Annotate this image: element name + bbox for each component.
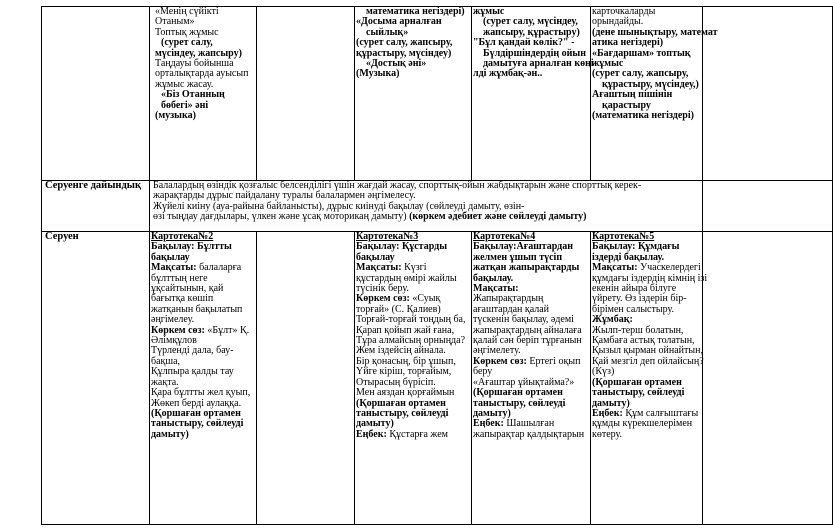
text-line: құстардың өмірі жайлы <box>356 272 457 284</box>
text-line: Жем іздейсің айнала. <box>356 345 446 357</box>
text-line: Еңбек: Құстарға жем <box>356 428 448 440</box>
text-line: Тұра алмайсың орныңда? <box>356 335 466 347</box>
text-line: Қай мезгіл деп ойлайсың? <box>592 355 704 367</box>
row-label-walk: Серуен <box>45 231 79 242</box>
text-line: бақылау <box>356 251 395 263</box>
text-line: Бүлдіршіндердің ойын <box>483 47 586 59</box>
schedule-table <box>41 6 833 525</box>
text-line: Картотека№4 <box>473 231 536 242</box>
text-line: желмен ұшып түсіп <box>473 251 563 263</box>
text-line: (Қоршаған ортамен <box>151 407 241 419</box>
text-line: Үйге кіріш, торғайым, <box>356 366 452 378</box>
text-line: Таңдауы бойынша <box>155 58 234 70</box>
text-line: сыйлық» <box>366 26 409 38</box>
text-line: Көркем сөз: Ертегі оқып <box>473 355 581 367</box>
text-line: дамыту) <box>356 418 394 430</box>
text-line: (Қоршаған ортамен <box>592 376 682 388</box>
text-line: Бақылау: Құмдағы <box>592 241 680 253</box>
text-line: орталықтарда ауысып <box>155 68 249 80</box>
text-line: жапсыру, құрастыру) <box>483 26 580 38</box>
text-line: Қызыл қырман ойнайтын, <box>592 345 703 357</box>
text-line: жапырақтар қалдықтарын <box>473 428 585 440</box>
text-line: жатқанын бақылатып <box>151 303 243 315</box>
text-line: Балалардың өзіндік қозғалыс белсенділігі үшін жағдай жасау, спорттық-ойын жабдықтарын және спорттық керек- <box>153 180 642 191</box>
text-line: (Қоршаған ортамен <box>473 387 563 399</box>
text-line: Мақсаты: Учаскелердегі <box>592 262 701 274</box>
text-line: атика негіздері) <box>592 37 664 49</box>
text-line: Картотека№5 <box>592 231 655 242</box>
text-line: таныстыру, сөйлеуді <box>151 418 244 430</box>
text-line: жұмыс жасау. <box>155 78 214 90</box>
text-line: құмдағы іздердің кімнің ізі <box>592 272 708 284</box>
table-row <box>42 232 833 525</box>
text-line: бірімен салыстыру. <box>592 303 674 315</box>
text-line: дамыту) <box>151 428 189 440</box>
text-line: (сурет салу, <box>161 37 213 49</box>
text-line: мүсіндеу, жапсыру) <box>155 47 242 59</box>
row3-label-cell <box>42 232 150 525</box>
text-line: іздерді бақылау. <box>592 251 665 263</box>
text-line: дамытуға арналған көңі <box>483 58 594 70</box>
row1-cell-6 <box>703 7 833 181</box>
text-line: қалай сән беріп тұрғанын <box>473 335 582 347</box>
row3-cell-2 <box>257 232 355 525</box>
text-line: жарақтарды дұрыс пайдалану туралы балалармен әңгімелесу. <box>153 190 416 202</box>
text-line: (математика негіздері) <box>592 110 694 122</box>
text-line: «Достық әні» <box>366 58 427 70</box>
row1-cell-3 <box>355 7 472 181</box>
text-line: беру <box>473 366 493 378</box>
text-line: Бір қонасың, бір ұшып, <box>356 355 456 367</box>
text-line: Отырасың бүрісіп. <box>356 376 436 388</box>
row-label-walk-prep: Серуенге дайындық <box>45 180 142 191</box>
text-line: торғай» (С. Қалиев) <box>356 303 441 315</box>
text-line: Картотека№2 <box>151 231 214 242</box>
text-line: Көркем сөз: «Суық <box>356 293 441 305</box>
text-line: дамыту) <box>473 407 511 419</box>
text-line: бағытқа көшіп <box>151 293 214 305</box>
text-line: ағаштардан қалай <box>473 303 550 315</box>
text-line: таныстыру, сөйлеуді <box>592 387 685 399</box>
text-line: Бақылау: Құстарды <box>356 241 448 253</box>
row1-cell-1 <box>150 7 257 181</box>
text-line: Бақылау: Бұлтты <box>151 241 232 253</box>
text-line: жатқан жапырақтарды <box>473 262 580 274</box>
text-line: «Досыма арналған <box>356 16 442 28</box>
row3-cell-6 <box>703 232 833 525</box>
text-line: жұмыс <box>473 6 505 17</box>
text-line: жапырақтардың айналаға <box>473 324 582 336</box>
text-line: түсінік беру. <box>356 283 409 295</box>
text-line: жұмыс <box>592 58 624 70</box>
text-line: дамыту) <box>592 397 630 409</box>
row2-merged-cell <box>150 181 703 232</box>
row3-cell-4 <box>472 232 591 525</box>
text-line: өзі тыңдау дағдылары, үлкен және ұсақ моторикаң дамыту) (көркем әдебиет және сөйлеуді дамыту) <box>153 211 587 223</box>
text-line: Отаным» <box>155 16 195 28</box>
text-line: таныстыру, сөйлеуді <box>473 397 566 409</box>
text-line: Құлпыра қалды тау <box>151 366 234 378</box>
row1-cell-4 <box>472 6 594 181</box>
text-line: "Бұл қандай көлік?" - <box>473 37 575 49</box>
row1-cell-5 <box>591 6 718 181</box>
row3-cell-5 <box>591 231 708 525</box>
text-line: Мен аяздан қорғаймын <box>356 387 455 399</box>
text-line: құрастыру, мүсіндеу,) <box>602 78 699 90</box>
text-line: карточкаларды <box>592 6 656 17</box>
text-line: (музыка) <box>155 110 196 122</box>
text-line: бақша, <box>151 355 181 367</box>
row1-label-cell <box>42 7 150 181</box>
text-line: (сурет салу, жапсыру, <box>592 68 689 80</box>
text-line: Мақсаты: балаларға <box>151 262 242 274</box>
text-line: (сурет салу, жапсыру, <box>356 37 453 49</box>
text-line: (сурет салу, мүсіндеу, <box>483 16 578 28</box>
text-line: (дене шынықтыру, математ <box>592 26 718 38</box>
text-line: Қара бұлтты жел қуып, <box>151 387 251 399</box>
text-line: бұлттың неге <box>151 272 208 284</box>
text-line: Торғай-торғай тоңдың ба, <box>356 314 466 326</box>
text-line: үйрету. Өз іздерін бір- <box>592 293 687 305</box>
table-row <box>42 181 833 232</box>
text-line: Ағаштың пішінін <box>592 89 673 101</box>
text-line: (Музыка) <box>356 68 400 80</box>
text-line: «Бағдаршам» топтық <box>592 47 691 59</box>
row3-cell-3 <box>355 232 472 525</box>
text-line: (Қоршаған ортамен <box>356 397 446 409</box>
text-line: орындайды. <box>592 16 644 28</box>
text-line: «Ағаштар ұйықтайма?» <box>473 376 575 388</box>
row2-label-cell <box>42 181 150 232</box>
text-line: лді жұмбақ-ән.. <box>473 68 543 80</box>
text-line: Жөкеп берді аулаққа. <box>151 397 242 409</box>
text-line: Топтық жұмыс <box>155 26 219 38</box>
text-line: Қамбаға астық толатын, <box>592 335 695 347</box>
text-line: Еңбек: Құм салғыштағы <box>592 407 699 419</box>
text-line: таныстыру, сөйлеуді <box>356 407 449 419</box>
text-line: түскенін бақылау, әдемі <box>473 314 574 326</box>
text-line: бөбегі» әні <box>161 99 209 111</box>
text-line: әңгімелету. <box>473 345 521 357</box>
text-line: бақылау <box>151 251 190 263</box>
text-line: Мақсаты: <box>473 283 519 295</box>
text-line: әңгімелеу. <box>151 314 195 326</box>
text-line: Жапырақтардың <box>473 293 544 305</box>
text-line: екенін айыра білуге <box>592 283 677 295</box>
text-line: математика негіздері) <box>366 6 465 17</box>
text-line: Еңбек: Шашылған <box>473 418 555 430</box>
text-line: ұқсайтынын, қай <box>151 283 224 295</box>
text-line: жақта. <box>151 376 179 388</box>
text-line: қарастыру <box>602 99 651 111</box>
text-line: бақылау. <box>473 272 514 284</box>
text-line: Мақсаты: Күзгі <box>356 262 427 274</box>
text-line: көтеру. <box>592 428 623 440</box>
text-line: Жылп-терш болатын, <box>592 324 684 336</box>
text-line: Картотека№3 <box>356 231 419 242</box>
text-line: Көркем сөз: «Бұлт» Қ. <box>151 324 250 336</box>
text-line: Қарап қойып жай ғана, <box>356 324 455 336</box>
text-line: Бақылау:Ағаштардан <box>473 241 573 253</box>
text-line: Түрленді дала, бау- <box>151 345 234 357</box>
text-line: құмды күрекшелерімен <box>592 418 693 430</box>
text-line: «Менің сүйікті <box>155 6 219 17</box>
text-line: Жүйелі киіну (ауа-райына байланысты), дұрыс киінуді бақылау (сөйлеуді дамыту, өзін- <box>153 200 525 212</box>
row3-cell-1 <box>150 232 257 525</box>
text-line: Әлімқұлов <box>151 335 197 347</box>
row2-cell-6 <box>703 181 833 232</box>
table-row <box>42 7 833 181</box>
text-line: (Күз) <box>592 366 615 378</box>
text-line: құрастыру, мүсіндеу) <box>356 47 452 59</box>
row1-cell-2 <box>257 7 355 181</box>
text-line: Жұмбақ: <box>592 314 633 326</box>
text-line: «Біз Отанның <box>161 89 225 101</box>
